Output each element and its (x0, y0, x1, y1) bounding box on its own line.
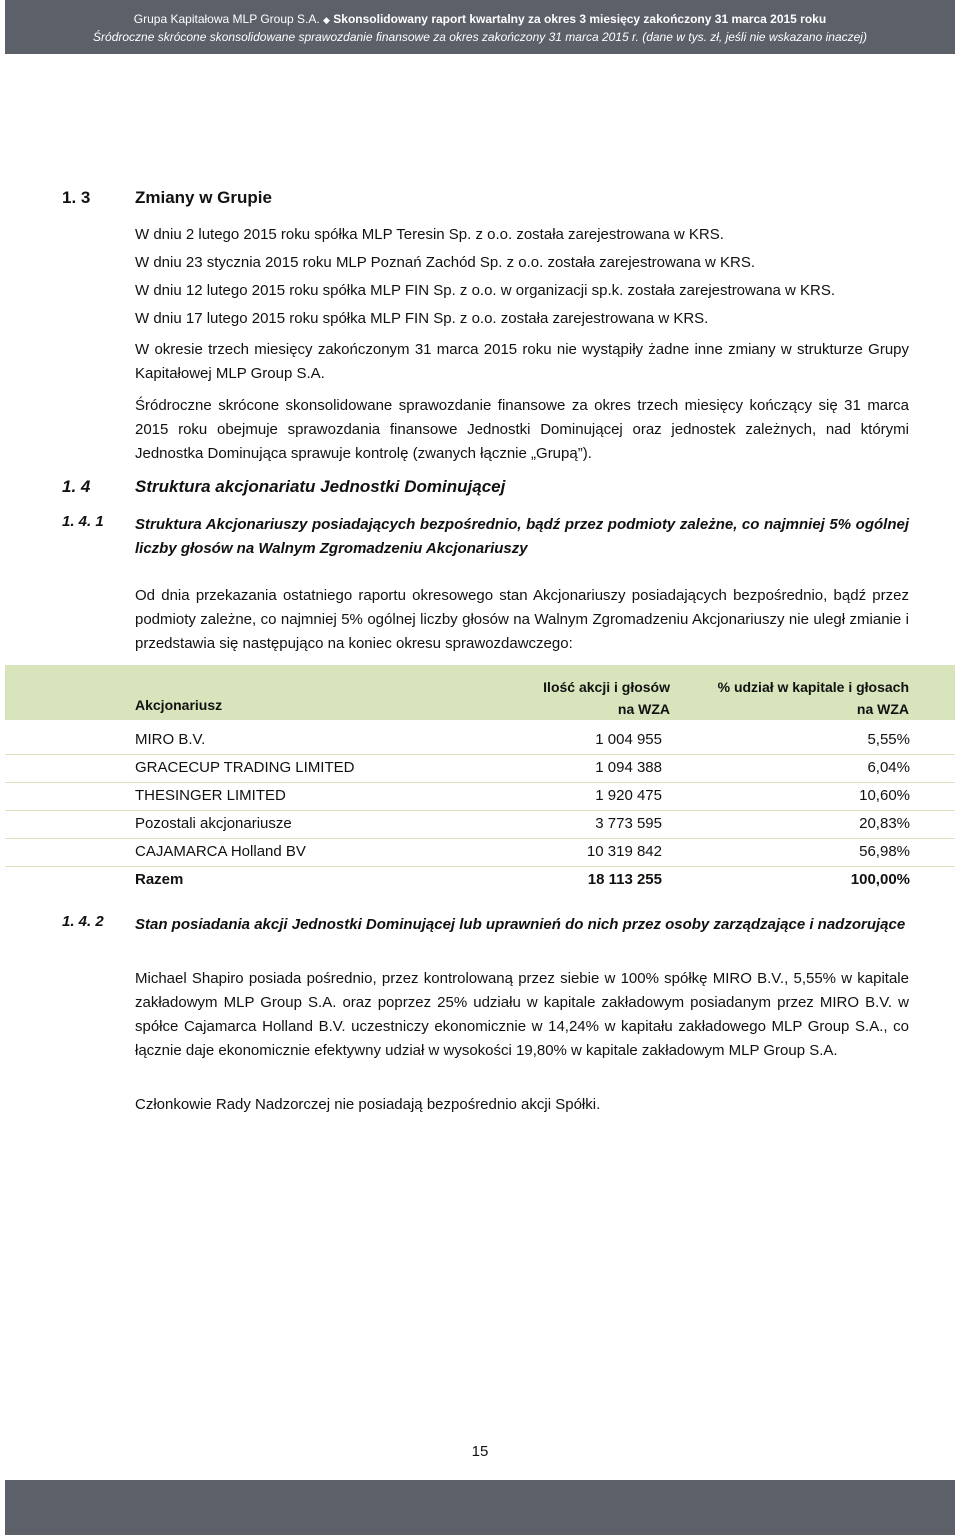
header-separator: ◆ (323, 15, 330, 25)
section-1-4-1-paragraph: Od dnia przekazania ostatniego raportu okresowego stan Akcjonariuszy posiadających bezpośrednio, bądź przez podmioty zależne, co najmniej 5% ogólnej liczby głosów na Walnym Zgromadzeniu Akcjonariuszy nie uległ zmianie i przedstawia się następująco na koniec okresu sprawozdawczego: (135, 587, 909, 652)
shareholder-shares: 10 319 842 (586, 843, 662, 860)
section-1-4-1-number: 1. 4. 1 (62, 513, 104, 530)
page-footer-bar (5, 1480, 955, 1535)
col-header-percent (718, 676, 909, 720)
shareholder-shares: 1 004 955 (595, 731, 662, 748)
col-header-shares-line-2: na WZA (617, 701, 670, 717)
section-1-4-1-title: Struktura Akcjonariuszy posiadających bezpośrednio, bądź przez podmioty zależne, co najmniej 5% ogólnej liczby głosów na Walnym Zgromadzeniu Akcjonariuszy (135, 516, 909, 557)
header-line-1 (5, 11, 955, 29)
change-line-4: W dniu 17 lutego 2015 roku spółka MLP FIN Sp. z o.o. została zarejestrowana w KRS. (135, 310, 709, 327)
section-1-4-2-paragraph-2: Członkowie Rady Nadzorczej nie posiadają bezpośrednio akcji Spółki. (135, 1096, 601, 1113)
shareholder-name: GRACECUP TRADING LIMITED (135, 759, 355, 776)
header-line-2: Śródroczne skrócone skonsolidowane sprawozdanie finansowe za okres zakończony 31 marca 2015 r. (dane w tys. zł, jeśli nie wskazano inaczej) (93, 30, 867, 44)
shareholder-percent: 6,04% (867, 759, 910, 776)
row-divider (5, 754, 955, 755)
section-1-4-number: 1. 4 (62, 477, 91, 496)
row-divider (5, 810, 955, 811)
col-header-shares-line-1: Ilość akcji i głosów (543, 679, 670, 695)
section-1-3-paragraph-2: Śródroczne skrócone skonsolidowane sprawozdanie finansowe za okres trzech miesięcy kończący się 31 marca 2015 roku obejmuje sprawozdania finansowe Jednostki Dominującej oraz jednostek zależnych, nad którymi Jednostka Dominująca sprawuje kontrolę (zwanych łącznie „Grupą”). (135, 397, 909, 462)
total-percent: 100,00% (850, 871, 910, 888)
shareholder-shares: 1 920 475 (595, 787, 662, 804)
shareholder-shares: 3 773 595 (595, 815, 662, 832)
total-label: Razem (135, 871, 184, 888)
shareholder-percent: 10,60% (859, 787, 910, 804)
change-line-3: W dniu 12 lutego 2015 roku spółka MLP FIN Sp. z o.o. w organizacji sp.k. została zarejestrowana w KRS. (135, 282, 836, 299)
section-1-4-2-paragraph-1: Michael Shapiro posiada pośrednio, przez kontrolowaną przez siebie w 100% spółkę MIRO B.V., 5,55% w kapitale zakładowym MLP Group S.A. oraz poprzez 25% udziału w kapitale zakładowym posiadanym przez MIRO B.V. w spółce Cajamarca Holland B.V. uczestniczy ekonomicznie w 14,24% w kapitału zakładowego MLP Group S.A., co łącznie daje ekonomicznie efektywny udział w wysokości 19,80% w kapitale zakładowym MLP Group S.A. (135, 970, 909, 1059)
header-report-title: Skonsolidowany raport kwartalny za okres 3 miesięcy zakończony 31 marca 2015 roku (333, 12, 827, 26)
section-1-3-number: 1. 3 (62, 188, 91, 207)
section-1-3-title: Zmiany w Grupie (135, 188, 272, 207)
shareholder-percent: 5,55% (867, 731, 910, 748)
section-1-4-2-number: 1. 4. 2 (62, 913, 104, 930)
section-1-4-2-title: Stan posiadania akcji Jednostki Dominującej lub uprawnień do nich przez osoby zarządzające i nadzorujące (135, 916, 906, 933)
section-1-4-title: Struktura akcjonariatu Jednostki Dominującej (135, 477, 506, 496)
col-header-percent-line-1: % udział w kapitale i głosach (717, 679, 909, 695)
shareholder-shares: 1 094 388 (595, 759, 662, 776)
shareholder-table-header (5, 665, 955, 720)
page-header (5, 0, 955, 54)
shareholder-name: MIRO B.V. (135, 731, 206, 748)
col-header-shareholder: Akcjonariusz (135, 697, 223, 713)
page-number: 15 (471, 1443, 489, 1460)
change-line-1: W dniu 2 lutego 2015 roku spółka MLP Teresin Sp. z o.o. została zarejestrowana w KRS. (135, 226, 724, 243)
shareholder-name: Pozostali akcjonariusze (135, 815, 292, 832)
change-line-2: W dniu 23 stycznia 2015 roku MLP Poznań Zachód Sp. z o.o. została zarejestrowana w KRS. (135, 254, 756, 271)
section-1-3-paragraph-1: W okresie trzech miesięcy zakończonym 31 marca 2015 roku nie wystąpiły żadne inne zmiany w strukturze Grupy Kapitałowej MLP Group S.A. (135, 341, 909, 382)
col-header-percent-line-2: na WZA (856, 701, 909, 717)
header-company: Grupa Kapitałowa MLP Group S.A. (133, 12, 320, 26)
total-shares: 18 113 255 (587, 871, 662, 888)
shareholder-percent: 56,98% (859, 843, 910, 860)
table-total-row (135, 871, 910, 899)
shareholder-name: THESINGER LIMITED (135, 787, 286, 804)
row-divider (5, 838, 955, 839)
shareholder-name: CAJAMARCA Holland BV (135, 843, 306, 860)
col-header-shares (543, 676, 670, 720)
row-divider (5, 866, 955, 867)
row-divider (5, 782, 955, 783)
shareholder-percent: 20,83% (859, 815, 910, 832)
